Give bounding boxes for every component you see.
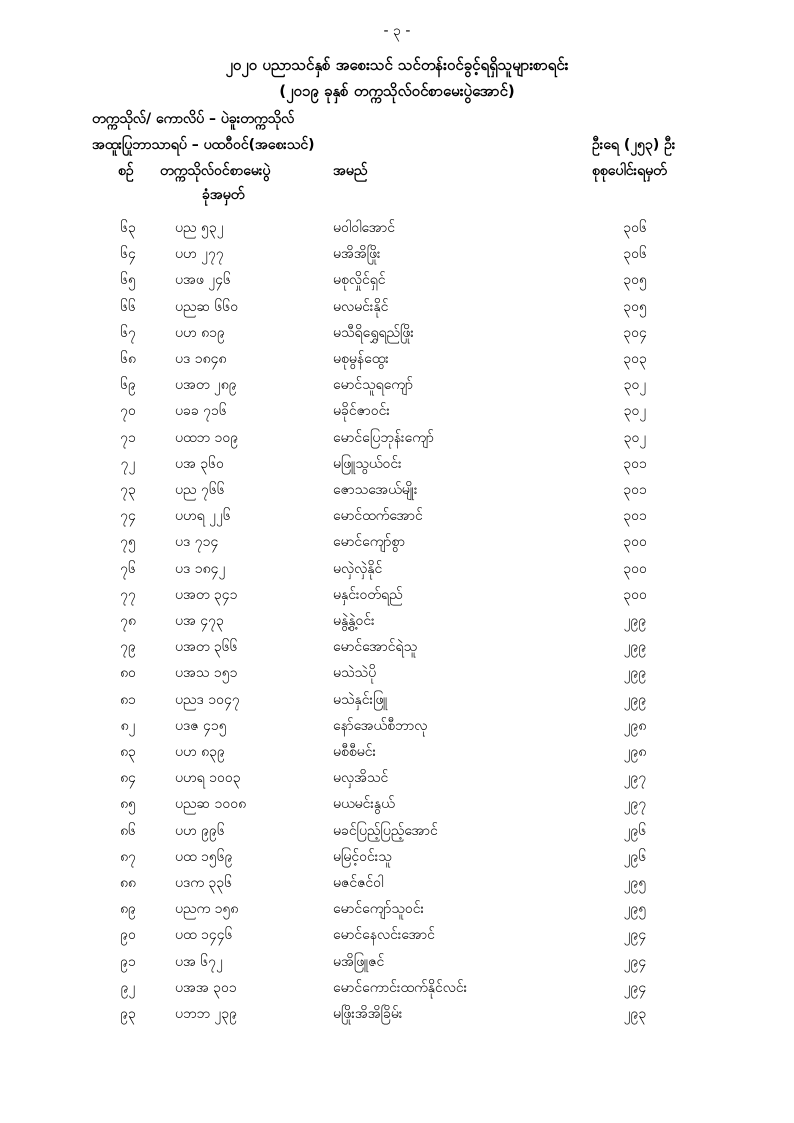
table-row [0,532,794,558]
exam-number: ပညဆ ၆၆၀ [175,298,239,315]
exam-number: ပအတ ၃၄၁ [175,586,238,603]
student-name: မောင်သူရကျော် [333,377,413,394]
exam-number: ပဟ ၉၉၆ [175,822,225,839]
exam-number: ပဟ ၈၁၉ [175,324,225,341]
table-row [0,690,794,716]
student-name: မခိုင်ဇာဝင်း [333,403,390,420]
row-number: ၆၄ [120,246,136,263]
total-marks: ၂၉၉ [623,691,647,708]
exam-number: ပအ ၄၇၃ [175,613,224,629]
student-name: မောင်ထက်အောင် [333,508,423,525]
total-marks: ၃၀၂ [623,403,647,420]
exam-number: ပဒ ၁၈၄၈ [175,351,227,367]
total-marks: ၂၉၇ [623,770,647,787]
total-marks: ၃၀၅ [623,298,647,315]
student-name: မအိအိဖြိုး [333,246,381,263]
total-marks: ၃၀၁ [623,508,647,525]
table-row [0,506,794,532]
row-number: ၈၄ [120,770,136,787]
row-number: ၉၃ [120,1006,136,1022]
row-number: ၇၅ [120,534,136,551]
exam-number: ပထဘ ၁၀၉ [175,429,239,446]
exam-number: ပအအ ၃၀၁ [175,979,237,996]
student-name: မစီစီမင်း [333,744,377,760]
total-marks: ၃၀၀ [623,534,647,551]
student-name: နော်အေယ်စီဘာလု [333,717,428,734]
total-marks: ၃၀၆ [623,246,647,263]
row-number: ၆၈ [120,351,136,367]
student-name: မဇင်ဇင်ဝါ [333,875,384,891]
exam-number: ပည ၇၆၆ [175,482,225,498]
exam-number: ပထ ၁၄၄၆ [175,927,233,944]
row-number: ၆၉ [120,377,136,394]
total-marks: ၂၉၉ [623,639,647,656]
student-name: မစုလှိုင်ရှင် [333,272,386,289]
total-marks: ၃၀၂ [623,377,647,394]
exam-number: ပခခ ၇၁၆ [175,403,227,420]
exam-number: ပညဒ ၁၀၄၇ [175,691,240,708]
total-marks: ၂၉၄ [623,927,647,944]
total-marks: ၃၀၀ [623,586,647,603]
table-row [0,454,794,480]
row-number: ၆၅ [120,272,136,289]
table-row [0,559,794,585]
student-name: မယမင်းနွယ် [333,796,395,813]
student-name: မနွဲ့နွဲ့ဝင်း [333,613,375,629]
table-row [0,297,794,323]
student-name: မဖြိုးအိအိခြိမ်း [333,1006,403,1022]
exam-number: ပဟ ၈၃၉ [175,744,225,760]
table-row [0,401,794,427]
table-row [0,742,794,768]
total-marks: ၂၉၈ [623,744,647,760]
student-name: မနှင်းဝတ်ရည် [333,586,403,603]
table-row [0,611,794,637]
row-number: ၇၈ [120,613,136,629]
table-row [0,585,794,611]
student-name: မမြင့်ဝင်းသူ [333,848,392,865]
student-name: မစုမွန်ထွေး [333,351,389,367]
table-row [0,218,794,244]
student-name: မလှအိသင် [333,770,389,787]
student-name: မသဲနှင်းဖြူ [333,691,388,708]
student-name: မောင်ပြေဘုန်းကျော် [333,429,434,446]
row-number: ၇၃ [120,482,136,498]
row-number: ၆၆ [120,298,136,315]
row-number: ၇၉ [120,639,136,656]
exam-number: ပည ၅၃၂ [175,220,224,236]
total-marks: ၃၀၃ [623,351,647,367]
row-number: ၈၀ [120,665,136,682]
table-row [0,244,794,270]
row-number: ၉၀ [120,927,136,944]
exam-number: ပအဖ ၂၄၆ [175,272,231,289]
page-number: - ၃ - [383,23,411,39]
student-name: မသဲသဲပို [333,665,377,682]
row-number: ၆၇ [120,324,136,341]
total-marks: ၃၀၀ [623,560,647,577]
student-name: ဇောသအေယ်မျိုး [333,482,418,498]
exam-number: ပဘဘ ၂၃၉ [175,1006,238,1022]
exam-number: ပဒ ၇၁၄ [175,534,219,551]
exam-number: ပဒက ၃၃၆ [175,875,233,891]
exam-number: ပဒဇ ၄၁၅ [175,717,227,734]
total-marks: ၃၀၁ [623,455,647,472]
row-number: ၇၄ [120,508,136,525]
row-number: ၉၂ [120,979,136,996]
student-name: မခင်ပြည့်ပြည့်အောင် [333,822,438,839]
table-row [0,847,794,873]
table-row [0,925,794,951]
exam-number: ပအသ ၁၅၁ [175,665,238,682]
student-name: မောင်နေလင်းအောင် [333,927,435,944]
header-exam-no-line2: ခုံအမှတ် [202,187,245,203]
exam-number: ပအ ၃၆၀ [175,455,224,472]
row-number: ၈၆ [120,822,136,839]
total-marks: ၂၉၉ [623,665,647,682]
row-number: ၇၇ [120,586,136,603]
total-marks: ၂၉၄ [623,953,647,970]
table-row [0,978,794,1004]
header-exam-no: တက္ကသိုလ်ဝင်စာမေးပွဲ [160,163,271,179]
total-marks: ၂၉၉ [623,613,647,629]
row-number: ၈၂ [120,717,136,734]
table-row [0,952,794,978]
table-row [0,873,794,899]
total-marks: ၃၀၄ [623,324,647,341]
row-number: ၆၃ [120,220,136,236]
row-number: ၈၃ [120,744,136,760]
exam-number: ပဟ ၂၇၇ [175,246,224,263]
table-row [0,716,794,742]
table-row [0,1004,794,1030]
row-number: ၈၈ [120,875,136,891]
table-row [0,663,794,689]
total-marks: ၂၉၆ [623,848,647,865]
university-line: တက္ကသိုလ်/ ကောလိပ် – ပဲခူးတက္ကသိုလ် [92,111,295,127]
total-marks: ၂၉၇ [623,796,647,813]
exam-number: ပညဆ ၁၀၀၈ [175,796,247,813]
row-number: ၇၀ [120,403,136,420]
page-title: ၂၀၂၀ ပညာသင်နှစ် အစေးသင် သင်တန်းဝင်ခွင့်ရရှိသူများစာရင်း [225,56,569,74]
total-marks: ၂၉၈ [623,717,647,734]
exam-number: ပအတ ၃၆၆ [175,639,238,656]
header-marks: စုစုပေါင်းရမှတ် [592,163,667,179]
total-marks: ၃၀၁ [623,482,647,498]
total-marks: ၃၀၆ [623,220,647,236]
row-number: ၇၆ [120,560,136,577]
student-name: မောင်အောင်ရဲသူ [333,639,418,656]
student-name: မလှဲလှဲနိုင် [333,560,383,577]
table-row [0,375,794,401]
student-name: မောင်ကျော်စွာ [333,534,406,551]
student-name: မသီရိရွှေရည်ဖြိုး [333,324,414,341]
header-no: စဉ် [118,163,134,179]
total-marks: ၂၉၅ [623,901,647,918]
row-number: ၈၁ [120,691,136,708]
table-row [0,428,794,454]
total-marks: ၂၉၅ [623,875,647,891]
exam-number: ပဟရ ၁၀၀၃ [175,770,241,787]
page-subtitle: (၂၀၁၉ ခုနှစ် တက္ကသိုလ်ဝင်စာမေးပွဲအောင်) [279,82,515,100]
table-row [0,349,794,375]
table-row [0,480,794,506]
row-number: ၈၅ [120,796,136,813]
total-marks: ၂၉၄ [623,979,647,996]
table-row [0,794,794,820]
count-line: ဦးရေ (၂၅၃) ဦး [592,137,676,153]
row-number: ၉၁ [120,953,136,970]
exam-number: ပအတ ၂၈၉ [175,377,237,394]
table-row [0,821,794,847]
total-marks: ၂၉၆ [623,822,647,839]
student-name: မဖြူသွယ်ဝင်း [333,455,402,472]
table-row [0,323,794,349]
exam-number: ပညက ၁၅၈ [175,901,239,918]
exam-number: ပဟရ ၂၂၆ [175,508,231,525]
table-row [0,270,794,296]
student-name: မအိဖြူဇင် [333,953,385,970]
header-name: အမည် [333,163,368,179]
total-marks: ၃၀၂ [623,429,647,446]
subject-line: အထူးပြုဘာသာရပ် – ပထဝီဝင်(အစေးသင်) [92,137,315,153]
row-number: ၈၉ [120,901,136,918]
student-name: မောင်ကျော်သူဝင်း [333,901,425,918]
total-marks: ၂၉၃ [623,1006,647,1022]
exam-number: ပဒ ၁၈၄၂ [175,560,226,577]
total-marks: ၃၀၅ [623,272,647,289]
exam-number: ပအ ၆၇၂ [175,953,223,970]
student-name: မဝါဝါအောင် [333,220,395,236]
exam-number: ပထ ၁၅၆၉ [175,848,233,865]
table-row [0,637,794,663]
student-name: မလမင်းနိုင် [333,298,389,315]
table-row [0,899,794,925]
table-row [0,768,794,794]
student-name: မောင်ကောင်းထက်နိုင်လင်း [333,979,468,996]
row-number: ၇၂ [120,455,136,472]
row-number: ၈၇ [120,848,136,865]
row-number: ၇၁ [120,429,136,446]
